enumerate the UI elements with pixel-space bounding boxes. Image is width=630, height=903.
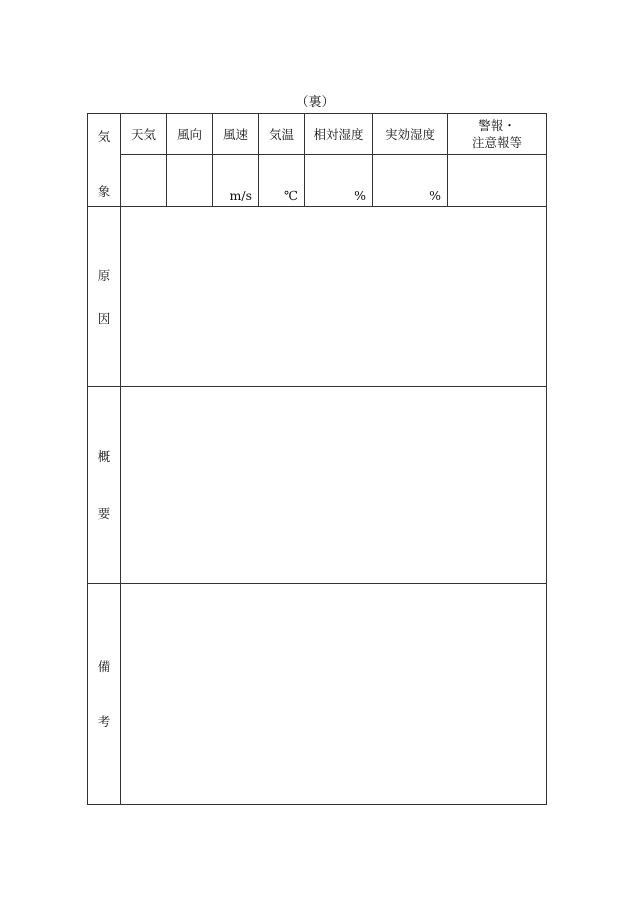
header-weather: 天気 bbox=[121, 114, 167, 155]
summary-text-area[interactable] bbox=[121, 387, 547, 584]
header-alerts-line2: 注意報等 bbox=[471, 135, 522, 150]
relative-humidity-value-field[interactable] bbox=[305, 155, 373, 207]
temperature-unit: ℃ bbox=[284, 188, 298, 203]
effective-humidity-value-field[interactable] bbox=[373, 155, 448, 207]
cause-text-area[interactable] bbox=[121, 207, 547, 387]
remarks-text-area[interactable] bbox=[121, 584, 547, 805]
header-wind-speed: 風速 bbox=[213, 114, 259, 155]
relative-humidity-unit: % bbox=[354, 188, 366, 203]
summary-label-char-2: 要 bbox=[97, 506, 111, 521]
temperature-value-field[interactable] bbox=[259, 155, 305, 207]
wind-direction-value-field[interactable] bbox=[167, 155, 213, 207]
weather-label-char-2: 象 bbox=[97, 184, 111, 199]
effective-humidity-unit: % bbox=[429, 188, 441, 203]
header-temperature: 気温 bbox=[259, 114, 305, 155]
remarks-section-label bbox=[88, 584, 121, 805]
weather-section-label bbox=[88, 114, 121, 207]
page-title: （裏） bbox=[295, 95, 335, 110]
header-relative-humidity: 相対湿度 bbox=[305, 114, 373, 155]
cause-label-char-2: 因 bbox=[97, 310, 111, 326]
cause-section-label bbox=[88, 207, 121, 387]
alerts-value-field[interactable] bbox=[448, 155, 547, 207]
header-alerts-line1: 警報・ bbox=[478, 118, 516, 133]
wind-speed-unit: m/s bbox=[229, 188, 252, 203]
incident-report-form bbox=[87, 113, 547, 805]
remarks-label-char-2: 考 bbox=[97, 714, 111, 729]
remarks-label-char-1: 備 bbox=[97, 659, 111, 674]
cause-label-char-1: 原 bbox=[97, 267, 111, 283]
summary-section-label bbox=[88, 387, 121, 584]
wind-speed-value-field[interactable] bbox=[213, 155, 259, 207]
header-alerts bbox=[448, 114, 547, 155]
weather-label-char-1: 気 bbox=[97, 129, 111, 144]
header-wind-direction: 風向 bbox=[167, 114, 213, 155]
weather-value-field[interactable] bbox=[121, 155, 167, 207]
summary-label-char-1: 概 bbox=[97, 449, 111, 464]
header-effective-humidity: 実効湿度 bbox=[373, 114, 448, 155]
